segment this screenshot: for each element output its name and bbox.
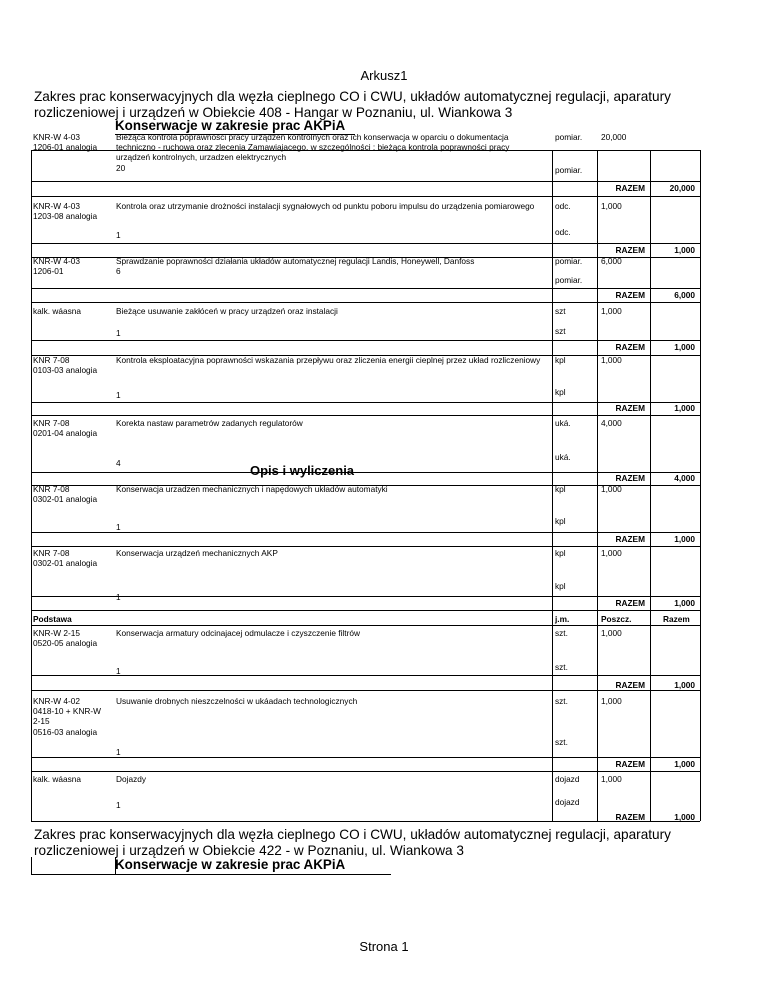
basis-cell: KNR-W 2-15 0520-05 analogia: [33, 628, 98, 649]
basis-cell: KNR-W 4-03 1206-01 analogia: [33, 132, 98, 153]
sheet-name: Arkusz1: [360, 68, 408, 83]
section2-left-border: [31, 857, 32, 874]
quantity-cell: 1: [116, 592, 121, 602]
header-opis: Opis i wyliczenia: [250, 463, 355, 478]
heading2-line-2: rozliczeniowej i urządzeń w Obiekcie 422 - w Poznaniu, ul. Wiankowa 3: [34, 843, 464, 858]
quantity-cell: 1: [116, 747, 121, 757]
description-cell: Kontrola eksploatacyjna poprawności wskazania przepływu oraz zliczenia energii cieplnej przez układ rozliczeniowy: [116, 355, 541, 365]
unit-cell: kpl: [555, 387, 566, 397]
description-cell: Konserwacja armatury odcinajacej odmulacze i czyszczenie filtrów: [116, 628, 360, 638]
description-cell: Kontrola oraz utrzymanie drożności instalacji sygnałowych od punktu poboru impulsu do urządzenia pomiarowego: [116, 201, 535, 211]
unit-cell: kpl: [555, 548, 566, 558]
unit-cell: pomiar.: [555, 275, 583, 285]
razem-label: RAZEM: [615, 598, 645, 608]
unit-cell: kpl: [555, 516, 566, 526]
estimate-table: [31, 132, 700, 822]
basis-cell: KNR-W 4-03 1203-08 analogia: [33, 201, 98, 222]
unit-cell: szt.: [555, 628, 568, 638]
total-cell: 1,000: [674, 759, 695, 769]
basis-cell: KNR 7-08 0201-04 analogia: [33, 418, 98, 439]
description-cell: Usuwanie drobnych nieszczelności w ukáadach technologicznych: [116, 696, 358, 706]
quantity-cell: 1: [116, 230, 121, 240]
basis-cell: KNR 7-08 0302-01 analogia: [33, 484, 98, 505]
description-cell: Korekta nastaw parametrów zadanych regulatorów: [116, 418, 303, 428]
total-cell: 1,000: [674, 680, 695, 690]
unit-cell: szt.: [555, 696, 568, 706]
total-cell: 1,000: [674, 342, 695, 352]
row-separator: [31, 771, 700, 772]
unit-cell: pomiar.: [555, 256, 583, 266]
row-separator: [31, 196, 700, 197]
quantity-cell: 6: [116, 266, 121, 276]
unit-cell: kpl: [555, 484, 566, 494]
row-separator: [31, 243, 700, 244]
value-cell: 1,000: [601, 774, 622, 784]
value-cell: 1,000: [601, 355, 622, 365]
total-cell: 1,000: [674, 245, 695, 255]
row-separator: [31, 181, 700, 182]
section-title: Konserwacje w zakresie prac AKPiA: [115, 118, 346, 133]
quantity-cell: 1: [116, 522, 121, 532]
total-cell: 1,000: [674, 403, 695, 413]
razem-label: RAZEM: [615, 183, 645, 193]
header-jm: j.m.: [555, 614, 570, 624]
heading-line-1: Zakres prac konserwacyjnych dla węzła cieplnego CO i CWU, układów automatycznej regulacji, aparatury: [34, 89, 671, 104]
section2-title: Konserwacje w zakresie prac AKPiA: [115, 857, 346, 872]
page-footer: Strona 1: [359, 939, 409, 954]
total-cell: 20,000: [669, 183, 695, 193]
row-separator: [31, 402, 700, 403]
total-cell: 4,000: [674, 473, 695, 483]
unit-cell: szt.: [555, 662, 568, 672]
row-separator: [31, 757, 700, 758]
razem-label: RAZEM: [615, 473, 645, 483]
row-separator: [31, 596, 700, 597]
section2-divider: [115, 857, 116, 874]
row-separator: [31, 675, 700, 676]
unit-cell: dojazd: [555, 797, 580, 807]
basis-cell: KNR 7-08 0103-03 analogia: [33, 355, 98, 376]
row-separator: [31, 340, 700, 341]
razem-label: RAZEM: [615, 680, 645, 690]
quantity-cell: 1: [116, 328, 121, 338]
razem-label: RAZEM: [615, 245, 645, 255]
value-cell: 1,000: [601, 484, 622, 494]
quantity-cell: 1: [116, 666, 121, 676]
value-cell: 1,000: [601, 201, 622, 211]
unit-cell: szt: [555, 326, 566, 336]
row-separator: [31, 690, 700, 691]
row-separator: [31, 415, 700, 416]
basis-cell: KNR 7-08 0302-01 analogia: [33, 548, 98, 569]
unit-cell: uká.: [555, 418, 571, 428]
razem-label: RAZEM: [615, 534, 645, 544]
unit-cell: kpl: [555, 581, 566, 591]
value-cell: 6,000: [601, 256, 622, 266]
row-separator: [31, 302, 700, 303]
heading-line-2: rozliczeniowej i urządzeń w Obiekcie 408 - Hangar w Poznaniu, ul. Wiankowa 3: [34, 105, 513, 120]
header-podstawa: Podstawa: [33, 614, 72, 624]
description-cell: Konserwacja urzadzen mechanicznych i napędowych układów automatyki: [116, 484, 388, 494]
row-separator: [31, 532, 700, 533]
table-bottom-border: [31, 821, 700, 822]
razem-label: RAZEM: [615, 290, 645, 300]
unit-cell: odc.: [555, 227, 571, 237]
table-right-border: [700, 150, 701, 821]
value-cell: 1,000: [601, 548, 622, 558]
row-separator: [31, 610, 700, 611]
basis-cell: KNR-W 4-02 0418-10 + KNR-W 2-15 0516-03 analogia: [33, 696, 102, 737]
description-cell: Bieżąca kontrola poprawności pracy urządzeń kontrolnych oraz ich konserwacja w oparciu o dokumentacja techniczno - ruchowa oraz zlecenia Zamawiajacego, w szczególności : bieżąca kontrola poprawności pracy urządzeń kontrolnych, urzadzen elektrycznych: [116, 132, 510, 163]
unit-cell: dojazd: [555, 774, 580, 784]
quantity-cell: 20: [116, 163, 126, 173]
unit-cell: pomiar.: [555, 165, 583, 175]
value-cell: 20,000: [601, 132, 627, 142]
row-separator: [31, 288, 700, 289]
description-cell: Sprawdzanie poprawności działania układów automatycznej regulacji Landis, Honeywell, Danfoss: [116, 256, 475, 266]
basis-cell: kalk. wáasna: [33, 306, 81, 316]
razem-label: RAZEM: [615, 403, 645, 413]
header-poszcz: Poszcz.: [601, 614, 632, 624]
quantity-cell: 4: [116, 458, 121, 468]
header-razem: Razem: [663, 614, 690, 624]
total-cell: 6,000: [674, 290, 695, 300]
razem-label: RAZEM: [615, 342, 645, 352]
razem-label: RAZEM: [615, 759, 645, 769]
unit-cell: szt: [555, 306, 566, 316]
description-cell: Dojazdy: [116, 774, 146, 784]
row-separator: [31, 472, 700, 473]
row-separator: [31, 625, 700, 626]
unit-cell: uká.: [555, 452, 571, 462]
total-cell: 1,000: [674, 534, 695, 544]
quantity-cell: 1: [116, 800, 121, 810]
value-cell: 1,000: [601, 696, 622, 706]
razem-label: RAZEM: [615, 812, 645, 822]
heading2-line-1: Zakres prac konserwacyjnych dla węzła cieplnego CO i CWU, układów automatycznej regulacji, aparatury: [34, 827, 671, 842]
description-cell: Bieżące usuwanie zakłóceń w pracy urządzeń oraz instalacji: [116, 306, 338, 316]
value-cell: 1,000: [601, 306, 622, 316]
row-separator: [31, 546, 700, 547]
total-cell: 1,000: [674, 598, 695, 608]
total-cell: 1,000: [674, 812, 695, 822]
value-cell: 4,000: [601, 418, 622, 428]
basis-cell: kalk. wáasna: [33, 774, 81, 784]
unit-cell: kpl: [555, 355, 566, 365]
unit-cell: pomiar.: [555, 132, 583, 142]
basis-cell: KNR-W 4-03 1206-01: [33, 256, 81, 277]
quantity-cell: 1: [116, 390, 121, 400]
value-cell: 1,000: [601, 628, 622, 638]
unit-cell: odc.: [555, 201, 571, 211]
description-cell: Konserwacja urządzeń mechanicznych AKP: [116, 548, 278, 558]
section2-underline: [31, 874, 391, 875]
unit-cell: szt.: [555, 737, 568, 747]
